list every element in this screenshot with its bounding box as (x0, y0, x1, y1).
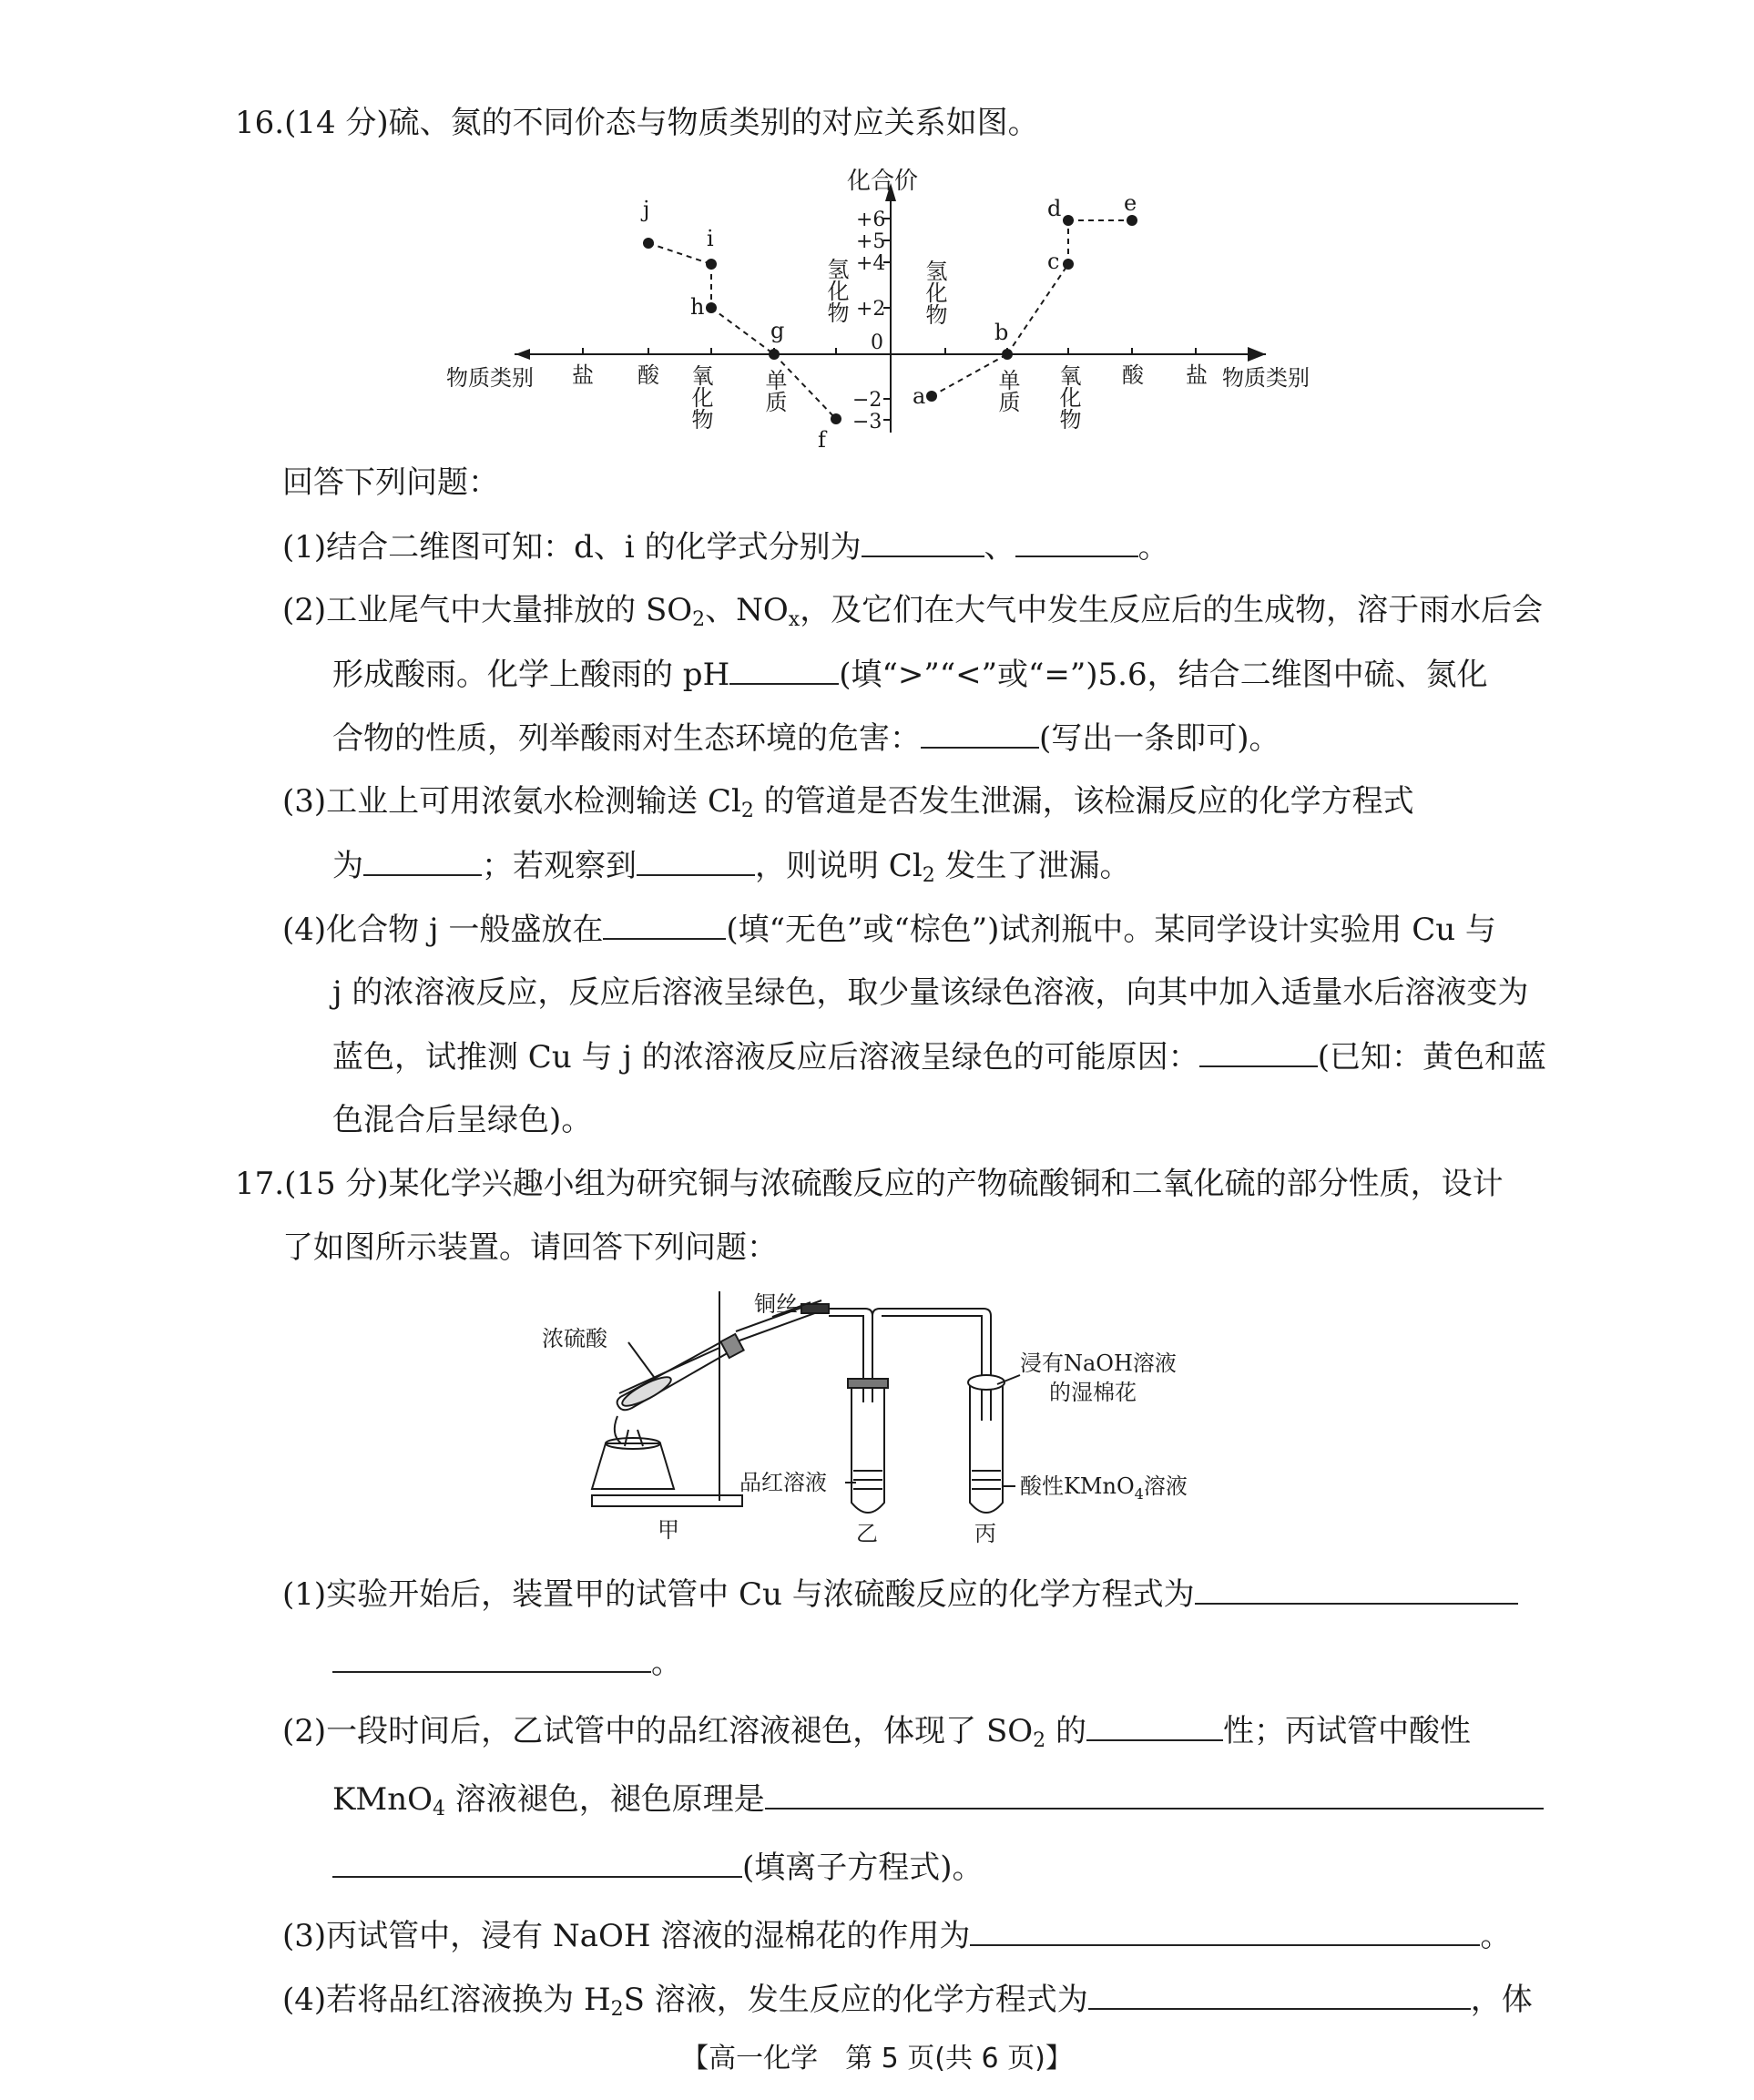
label-c: c (1047, 249, 1060, 274)
q17-part2-line2: KMnO$_4$ 溶液褪色，褪色原理是 (332, 1780, 1544, 1828)
q17-header-line2: 了如图所示装置。请回答下列问题： (282, 1229, 778, 1266)
q17-header-line1: 17.(15 分)某化学兴趣小组为研究铜与浓硫酸反应的产物硫酸铜和二氧化硫的部分性质，设计 (235, 1166, 1504, 1202)
q17-part2-line3: (填离子方程式)。 (332, 1849, 984, 1886)
point-e (1127, 215, 1137, 226)
label-f: f (818, 427, 826, 451)
point-j (643, 238, 654, 249)
label-naoh-2: 的湿棉花 (1049, 1380, 1137, 1405)
tick-0: 0 (871, 331, 883, 354)
label-j: j (643, 197, 650, 222)
q16-part4-line2: j 的浓溶液反应，反应后溶液呈绿色，取少量该绿色溶液，向其中加入适量水后溶液变为 (332, 974, 1529, 1011)
cat-center-right-hydride: 氢化物 (922, 260, 947, 325)
q17-part2-line1: (2)一段时间后，乙试管中的品红溶液褪色，体现了 $SO_2$ 的 性；丙试管中酸性 (282, 1713, 1471, 1752)
label-e: e (1124, 190, 1137, 216)
q16-part2-line1: (2)工业尾气中大量排放的 $SO_2$、$NO_x$，及它们在大气中发生反应后的生成物，溶于雨水后会 (282, 592, 1544, 631)
point-b (1002, 349, 1013, 360)
label-kmno4: 酸性KMnO$_4$溶液 (1020, 1473, 1188, 1503)
cat-right-oxide: 氧化物 (1055, 364, 1081, 430)
cat-left-salt: 盐 (572, 362, 594, 388)
label-h: h (690, 294, 705, 320)
label-copper-wire: 铜丝 (754, 1291, 798, 1317)
q16-header: 16.(14 分)硫、氮的不同价态与物质类别的对应关系如图。 (235, 105, 1039, 141)
q16-prompt: 回答下列问题： (282, 464, 499, 501)
x-label-left: 物质类别 (446, 365, 534, 391)
label-d: d (1047, 196, 1062, 221)
q17-part3: (3)丙试管中，浸有 NaOH 溶液的湿棉花的作用为 。 (282, 1918, 1512, 1954)
label-i: i (707, 226, 714, 251)
q17-part1: (1)实验开始后，装置甲的试管中 Cu 与浓硫酸反应的化学方程式为 (282, 1575, 1518, 1613)
point-f (831, 413, 841, 424)
y-axis-label: 化合价 (847, 168, 919, 195)
tick-p2: +2 (856, 298, 886, 321)
point-h (706, 302, 717, 313)
label-pinhong: 品红溶液 (739, 1470, 827, 1495)
cat-left-element: 单质 (761, 369, 787, 413)
label-g: g (770, 318, 785, 343)
label-a: a (913, 383, 926, 409)
q16-part3-line1: (3)工业上可用浓氨水检测输送 $Cl_2$ 的管道是否发生泄漏，该检漏反应的化学方程式 (282, 783, 1414, 822)
q16-part2-line3: 合物的性质，列举酸雨对生态环境的危害： (写出一条即可)。 (332, 720, 1280, 757)
q16-part4-line1: (4)化合物 j 一般盛放在 (填“无色”或“棕色”)试剂瓶中。某同学设计实验用 Cu 与 (282, 912, 1496, 948)
cat-right-element: 单质 (994, 369, 1020, 413)
cat-left-oxide: 氧化物 (688, 364, 713, 430)
page-footer: 【高一化学 第 5 页(共 6 页)】 (681, 2043, 1073, 2075)
tick-p4: +4 (856, 252, 886, 275)
label-b: b (994, 320, 1009, 345)
label-naoh-1: 浸有NaOH溶液 (1020, 1351, 1177, 1376)
point-c (1063, 259, 1074, 270)
q16-part3-line2: 为 ；若观察到 ，则说明 $Cl_2$ 发生了泄漏。 (332, 848, 1131, 887)
cat-right-salt: 盐 (1186, 362, 1208, 388)
x-label-right: 物质类别 (1222, 365, 1310, 391)
label-jia: 甲 (658, 1517, 679, 1543)
q16-part2-line2: 形成酸雨。化学上酸雨的 pH (填“>”“<”或“=”)5.6，结合二维图中硫、氮化 (332, 657, 1488, 693)
cat-right-acid: 酸 (1122, 362, 1144, 388)
label-conc-acid: 浓硫酸 (542, 1326, 607, 1351)
point-g (769, 349, 780, 360)
q16-part4-line3: 蓝色，试推测 Cu 与 j 的浓溶液反应后溶液呈绿色的可能原因： (已知：黄色和蓝 (332, 1039, 1546, 1075)
apparatus-diagram (537, 1284, 1229, 1557)
q17-part4: (4)若将品红溶液换为 $H_2S$ 溶液，发生反应的化学方程式为 ，体 (282, 1982, 1533, 2021)
q16-part1: (1)结合二维图可知：d、i 的化学式分别为 、 。 (282, 529, 1169, 566)
label-bing: 丙 (974, 1521, 996, 1546)
q16-part4-line4: 色混合后呈绿色)。 (332, 1102, 593, 1138)
label-yi: 乙 (856, 1521, 878, 1546)
point-i (706, 259, 717, 270)
tick-m3: −3 (852, 411, 882, 433)
tick-p6: +6 (856, 209, 886, 231)
valence-chart (428, 159, 1754, 451)
point-d (1063, 215, 1074, 226)
cat-center-left-hydride: 氢化物 (823, 258, 849, 323)
tick-p5: +5 (856, 230, 886, 253)
cat-left-acid: 酸 (637, 362, 659, 388)
point-a (926, 391, 937, 402)
tick-m2: −2 (852, 389, 882, 412)
q17-part1-line2: 。 (332, 1644, 682, 1681)
